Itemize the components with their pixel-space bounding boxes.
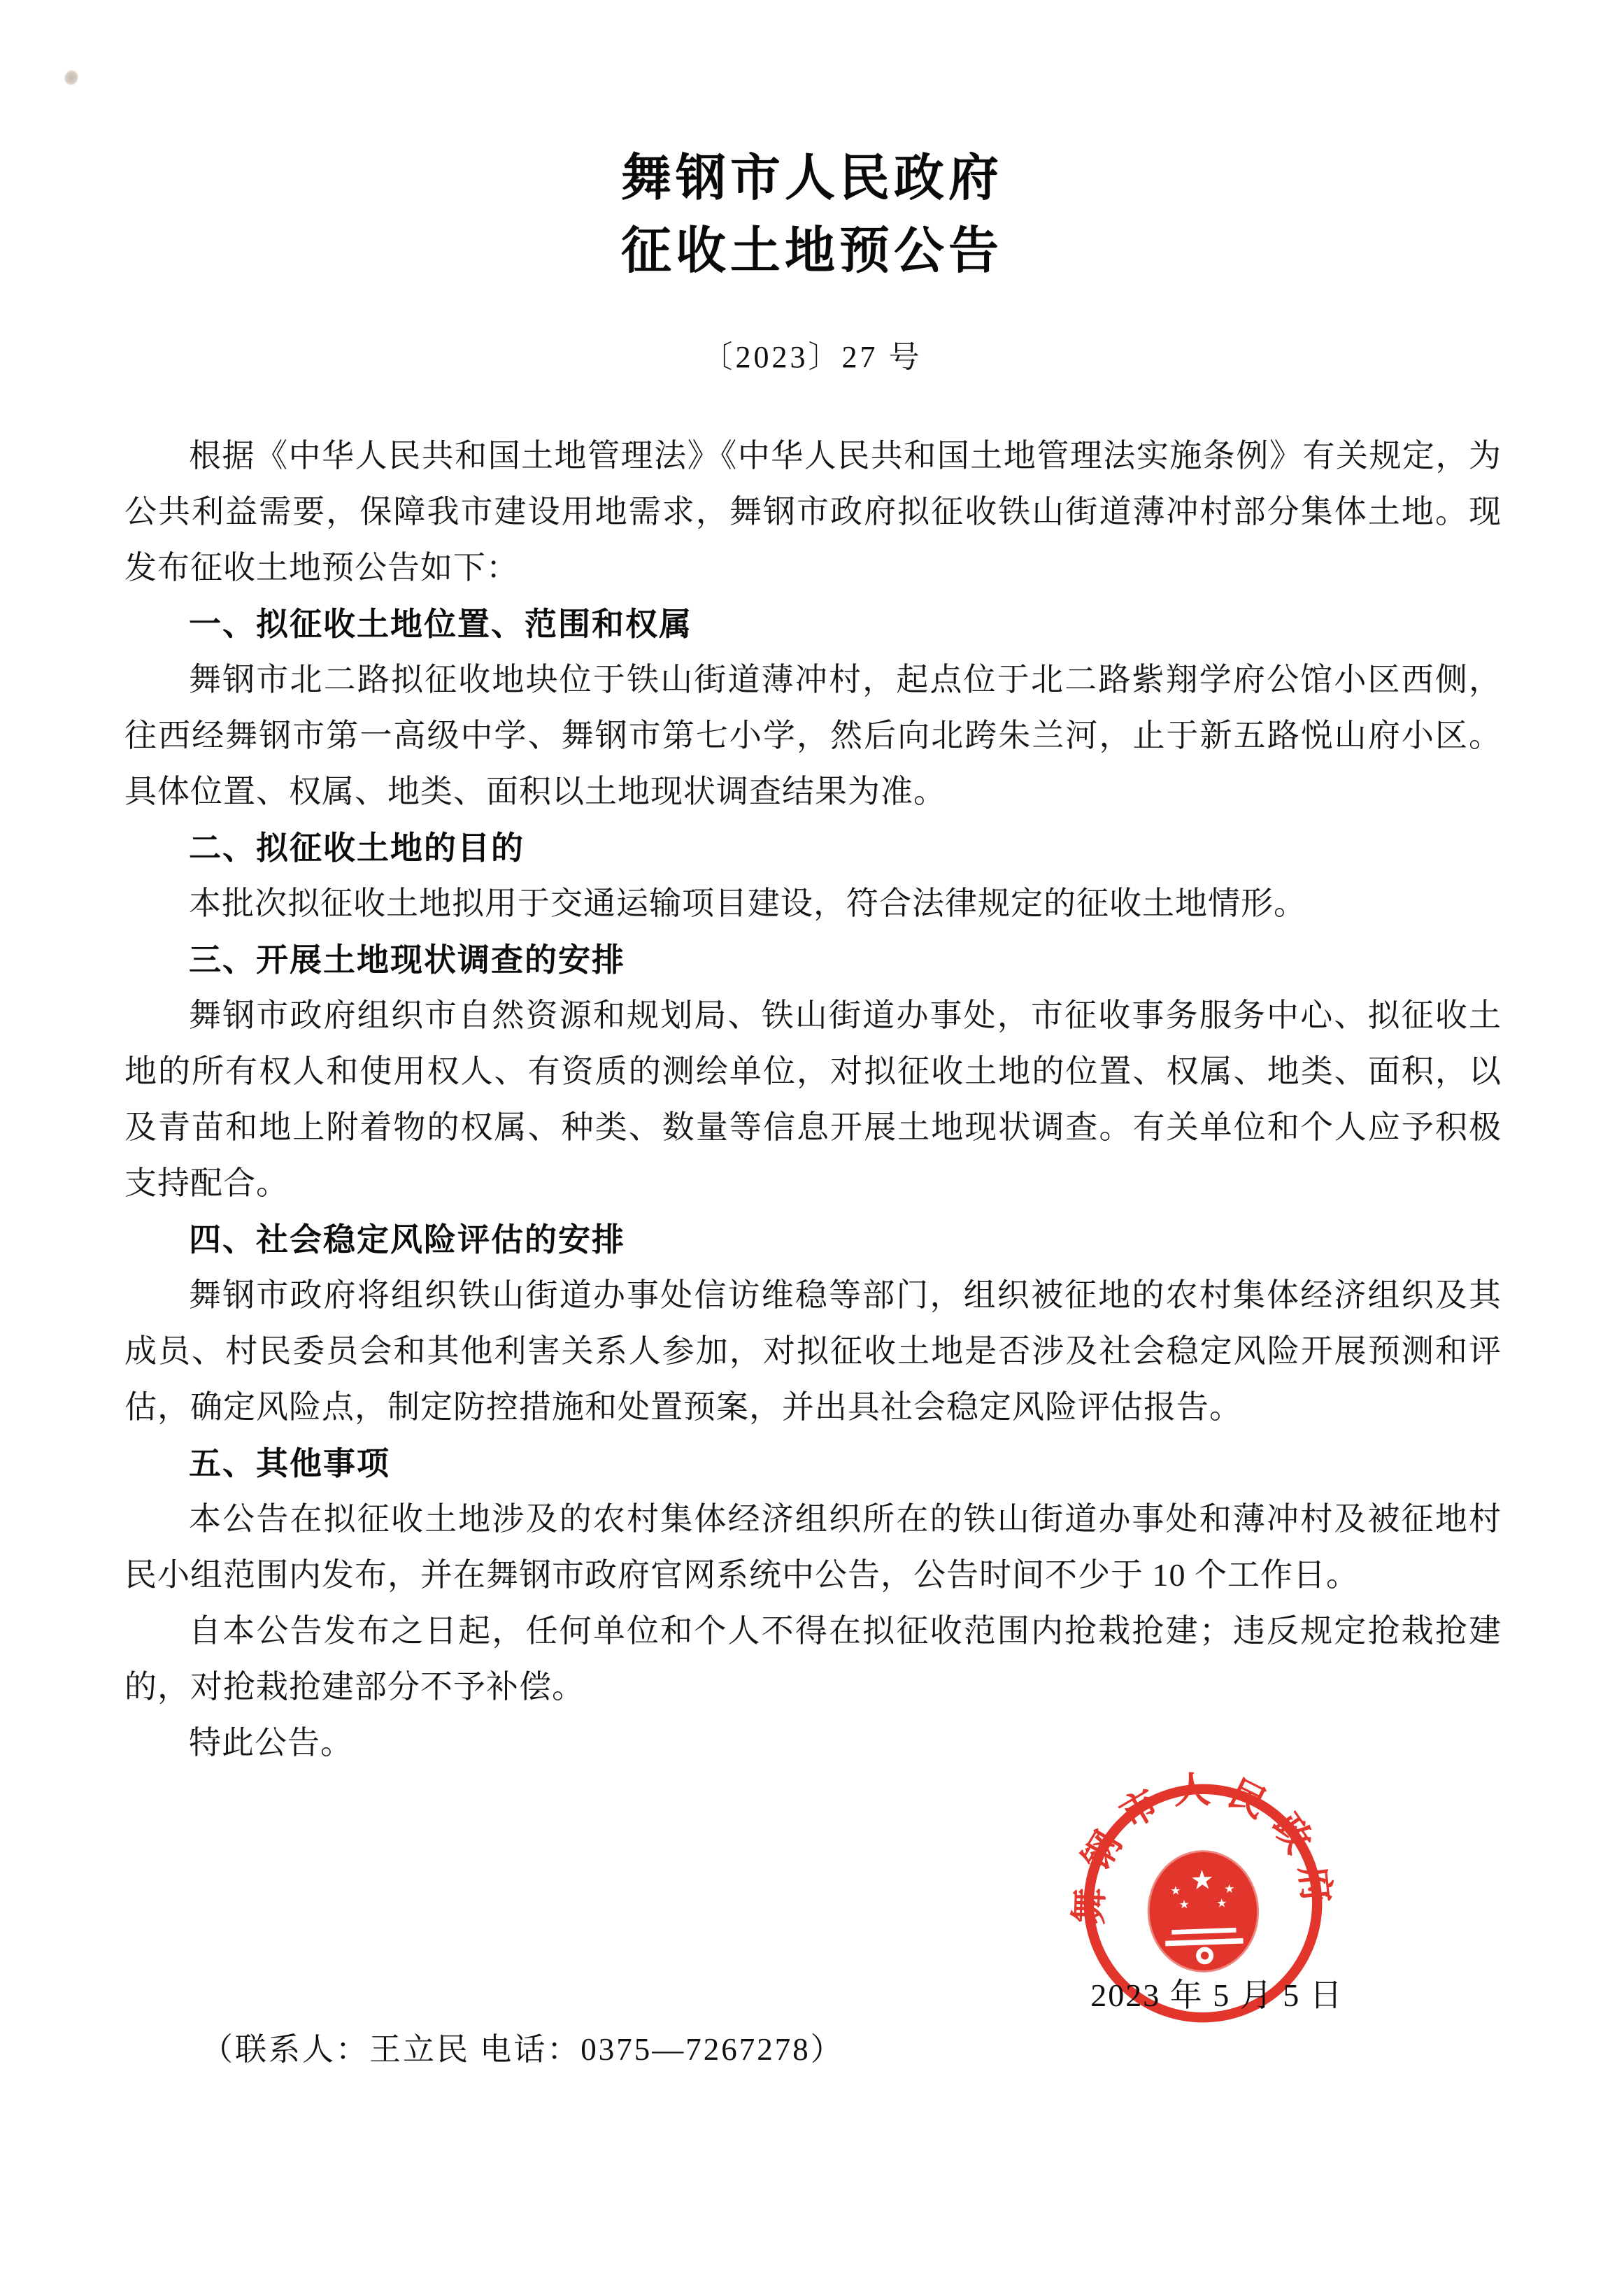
section-4-heading: 四、社会稳定风险评估的安排 <box>189 1221 625 1258</box>
document-title-line1: 舞钢市人民政府 <box>620 150 1003 206</box>
section-3-paragraph: 舞钢市政府组织市自然资源和规划局、铁山街道办事处，市征收事务服务中心、拟征收土地的所有权人和使用权人、有资质的测绘单位，对拟征收土地的位置、权属、地类、面积，以及青苗和地上附着物的权属、种类、数量等信息开展土地现状调查。有关单位和个人应予积极支持配合。 <box>124 997 1502 1201</box>
closing-paragraph: 特此公告。 <box>189 1725 353 1761</box>
section-4-paragraph: 舞钢市政府将组织铁山街道办事处信访维稳等部门，组织被征地的农村集体经济组织及其成员、村民委员会和其他利害关系人参加，对拟征收土地是否涉及社会稳定风险开展预测和评估，确定风险点，制定防控措施和处置预案，并出具社会稳定风险评估报告。 <box>124 1277 1502 1425</box>
seal-text: 舞钢市人民政府 <box>1068 1768 1339 1926</box>
section-2-paragraph: 本批次拟征收土地拟用于交通运输项目建设，符合法律规定的征收土地情形。 <box>189 886 1306 921</box>
scan-smudge-mark <box>62 68 80 87</box>
contact-info: （联系人：王立民 电话：0375—7267278） <box>201 2032 844 2067</box>
section-1-paragraph: 舞钢市北二路拟征收地块位于铁山街道薄冲村，起点位于北二路紫翔学府公馆小区西侧，往西经舞钢市第一高级中学、舞钢市第七小学，然后向北跨朱兰河，止于新五路悦山府小区。具体位置、权属、地类、面积以土地现状调查结果为准。 <box>124 662 1502 809</box>
document-title-line2: 征收土地预公告 <box>620 223 1003 279</box>
section-3-heading: 三、开展土地现状调查的安排 <box>189 941 625 978</box>
intro-paragraph: 根据《中华人民共和国土地管理法》《中华人民共和国土地管理法实施条例》有关规定，为公共利益需要，保障我市建设用地需求，舞钢市政府拟征收铁山街道薄冲村部分集体土地。现发布征收土地预公告如下： <box>124 438 1502 585</box>
section-2-heading: 二、拟征收土地的目的 <box>189 830 525 866</box>
section-5-paragraph: 本公告在拟征收土地涉及的农村集体经济组织所在的铁山街道办事处和薄冲村及被征地村民小组范围内发布，并在舞钢市政府官网系统中公告，公告时间不少于 10 个工作日。 <box>124 1501 1502 1593</box>
section-5-heading: 五、其他事项 <box>189 1445 390 1481</box>
document-body <box>124 428 1502 1771</box>
section-1-heading: 一、拟征收土地位置、范围和权属 <box>189 606 692 642</box>
document-number: 〔2023〕27 号 <box>701 340 923 374</box>
issue-date: 2023 年 5 月 5 日 <box>1090 1977 1344 2013</box>
no-rush-build-paragraph: 自本公告发布之日起，任何单位和个人不得在拟征收范围内抢栽抢建；违反规定抢栽抢建的，对抢栽抢建部分不予补偿。 <box>124 1613 1502 1705</box>
national-emblem-icon <box>1148 1850 1259 1972</box>
